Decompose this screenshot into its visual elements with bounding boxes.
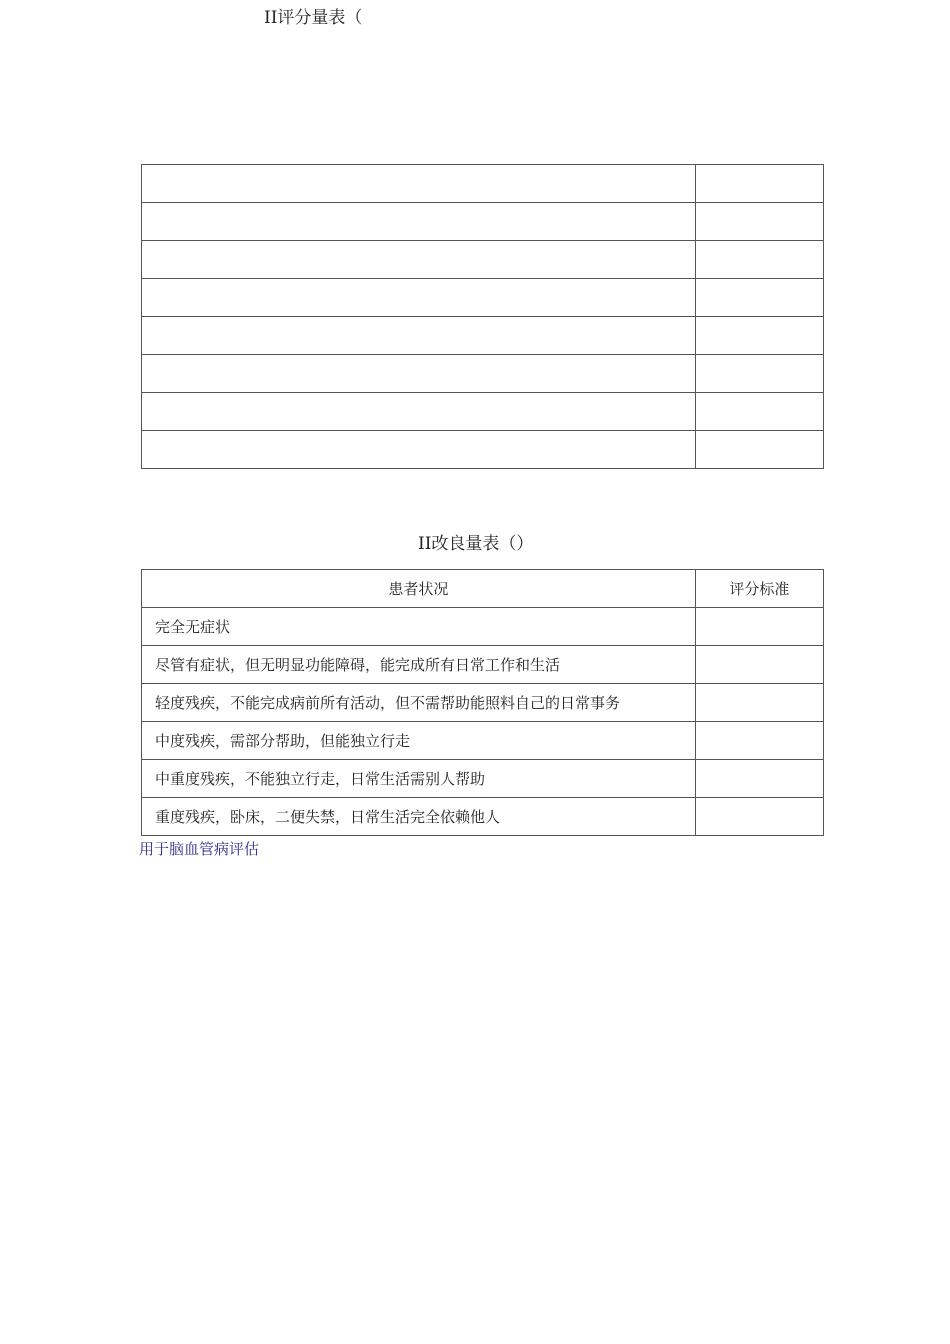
criteria-cell bbox=[695, 608, 823, 646]
table-row bbox=[142, 165, 824, 203]
item-cell bbox=[142, 165, 696, 203]
criteria-cell bbox=[695, 646, 823, 684]
item-cell bbox=[142, 279, 696, 317]
item-cell bbox=[142, 393, 696, 431]
score-cell bbox=[695, 203, 823, 241]
criteria-cell bbox=[695, 760, 823, 798]
condition-cell: 轻度残疾，不能完成病前所有活动，但不需帮助能照料自己的日常事务 bbox=[142, 684, 696, 722]
condition-cell: 中重度残疾，不能独立行走，日常生活需别人帮助 bbox=[142, 760, 696, 798]
condition-cell: 重度残疾，卧床，二便失禁，日常生活完全依赖他人 bbox=[142, 798, 696, 836]
item-cell bbox=[142, 355, 696, 393]
table-row bbox=[142, 203, 824, 241]
score-cell bbox=[695, 279, 823, 317]
score-cell bbox=[695, 241, 823, 279]
item-cell bbox=[142, 241, 696, 279]
condition-header: 患者状况 bbox=[142, 570, 696, 608]
condition-cell: 中度残疾，需部分帮助，但能独立行走 bbox=[142, 722, 696, 760]
table-row bbox=[142, 684, 824, 722]
scale2-title: II改良量表（） bbox=[418, 534, 534, 554]
table-row bbox=[142, 355, 824, 393]
table-header-row bbox=[142, 570, 824, 608]
score-cell bbox=[695, 355, 823, 393]
table-row bbox=[142, 393, 824, 431]
footnote: 用于脑血管病评估 bbox=[139, 840, 260, 858]
criteria-cell bbox=[695, 722, 823, 760]
criteria-header: 评分标准 bbox=[695, 570, 823, 608]
score-cell bbox=[695, 431, 823, 469]
table-row bbox=[142, 608, 824, 646]
table-row bbox=[142, 431, 824, 469]
table-row bbox=[142, 722, 824, 760]
scale2-table bbox=[141, 569, 824, 836]
condition-cell: 尽管有症状，但无明显功能障碍，能完成所有日常工作和生活 bbox=[142, 646, 696, 684]
scale1-table bbox=[141, 164, 824, 469]
score-cell bbox=[695, 165, 823, 203]
scale1-title: II评分量表（ bbox=[264, 8, 363, 28]
table-row bbox=[142, 241, 824, 279]
criteria-cell bbox=[695, 684, 823, 722]
table-row bbox=[142, 646, 824, 684]
item-cell bbox=[142, 431, 696, 469]
table-row bbox=[142, 279, 824, 317]
criteria-cell bbox=[695, 798, 823, 836]
item-cell bbox=[142, 203, 696, 241]
score-cell bbox=[695, 393, 823, 431]
score-cell bbox=[695, 317, 823, 355]
table-row bbox=[142, 317, 824, 355]
table-row bbox=[142, 798, 824, 836]
condition-cell: 完全无症状 bbox=[142, 608, 696, 646]
table-row bbox=[142, 760, 824, 798]
item-cell bbox=[142, 317, 696, 355]
